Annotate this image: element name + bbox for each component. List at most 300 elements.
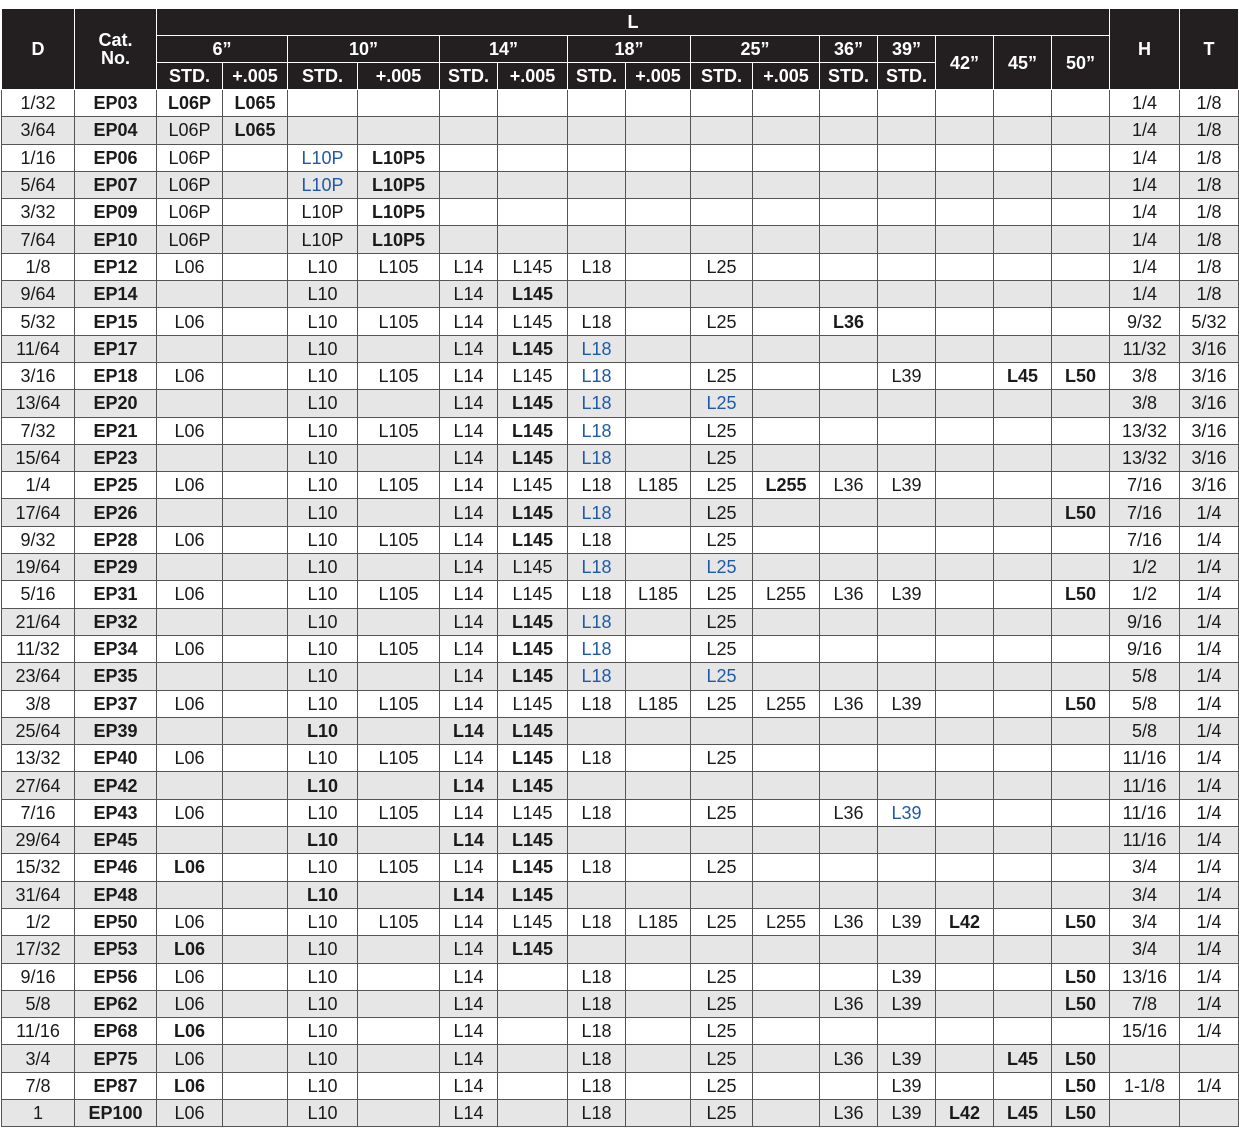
- cell-length: [626, 390, 691, 417]
- cell-length: [223, 144, 288, 171]
- cell-length: [691, 772, 753, 799]
- cell-length: L10P5: [358, 226, 440, 253]
- cell-length: [936, 799, 994, 826]
- cell-length: L105: [358, 362, 440, 389]
- cell-t: 1/4: [1180, 881, 1239, 908]
- cell-length: L255: [753, 472, 820, 499]
- cell-length: [936, 663, 994, 690]
- cell-length: [753, 526, 820, 553]
- cell-length: [223, 799, 288, 826]
- cell-length: [626, 1018, 691, 1045]
- cell-length: L14: [440, 390, 498, 417]
- cell-length: L06: [157, 417, 223, 444]
- cell-length: [223, 663, 288, 690]
- cell-length: [753, 499, 820, 526]
- cell-length: L14: [440, 854, 498, 881]
- cell-length: [223, 1072, 288, 1099]
- cell-h: 7/16: [1110, 526, 1180, 553]
- cell-length: [1052, 827, 1110, 854]
- cell-length: L39: [878, 963, 936, 990]
- cell-h: 7/16: [1110, 472, 1180, 499]
- cell-length: L185: [626, 908, 691, 935]
- cell-length: [1052, 417, 1110, 444]
- cell-h: 5/8: [1110, 717, 1180, 744]
- cell-length: L18: [568, 908, 626, 935]
- cell-length: L14: [440, 499, 498, 526]
- table-row: [2, 308, 1239, 335]
- header-t: T: [1180, 9, 1239, 90]
- cell-length: L25: [691, 635, 753, 662]
- cell-length: [820, 663, 878, 690]
- cell-length: [498, 1018, 568, 1045]
- cell-length: L36: [820, 690, 878, 717]
- cell-length: [753, 253, 820, 280]
- cell-length: [936, 199, 994, 226]
- cell-length: L145: [498, 799, 568, 826]
- cell-length: [358, 554, 440, 581]
- cell-length: L10: [288, 772, 358, 799]
- cell-length: [878, 827, 936, 854]
- header-std: STD.: [691, 63, 753, 90]
- cell-t: 1/4: [1180, 1018, 1239, 1045]
- header-h: H: [1110, 9, 1180, 90]
- cell-t: 1/4: [1180, 990, 1239, 1017]
- cell-length: [157, 881, 223, 908]
- cell-cat-no: EP40: [75, 745, 157, 772]
- cell-length: L105: [358, 799, 440, 826]
- cell-length: [358, 990, 440, 1017]
- cell-length: L185: [626, 581, 691, 608]
- cell-length: [820, 171, 878, 198]
- cell-d: 31/64: [2, 881, 75, 908]
- cell-length: L18: [568, 472, 626, 499]
- cell-length: L145: [498, 908, 568, 935]
- cell-length: [994, 854, 1052, 881]
- cell-length: L14: [440, 472, 498, 499]
- cell-length: L39: [878, 362, 936, 389]
- cell-length: [498, 117, 568, 144]
- cell-length: [753, 1045, 820, 1072]
- cell-length: L18: [568, 990, 626, 1017]
- cell-length: [878, 1018, 936, 1045]
- cell-length: L145: [498, 417, 568, 444]
- cell-length: [223, 444, 288, 471]
- cell-length: L145: [498, 526, 568, 553]
- cell-length: [1052, 117, 1110, 144]
- cell-cat-no: EP100: [75, 1099, 157, 1126]
- cell-d: 23/64: [2, 663, 75, 690]
- cell-t: 1/4: [1180, 608, 1239, 635]
- cell-length: [568, 881, 626, 908]
- cell-length: L25: [691, 663, 753, 690]
- cell-length: [936, 881, 994, 908]
- cell-length: L10: [288, 963, 358, 990]
- cell-length: [223, 226, 288, 253]
- cell-length: [820, 253, 878, 280]
- cell-length: [878, 717, 936, 744]
- cell-length: [753, 144, 820, 171]
- cell-length: L39: [878, 472, 936, 499]
- cell-cat-no: EP32: [75, 608, 157, 635]
- cell-d: 5/64: [2, 171, 75, 198]
- cell-t: 1/8: [1180, 253, 1239, 280]
- table-row: [2, 526, 1239, 553]
- cell-length: [498, 171, 568, 198]
- cell-length: L10: [288, 281, 358, 308]
- cell-length: [878, 171, 936, 198]
- cell-length: L10: [288, 908, 358, 935]
- cell-length: [223, 281, 288, 308]
- cell-length: L10: [288, 936, 358, 963]
- cell-length: L14: [440, 990, 498, 1017]
- cell-length: [878, 745, 936, 772]
- cell-length: L18: [568, 745, 626, 772]
- cell-length: [568, 772, 626, 799]
- cell-length: L25: [691, 308, 753, 335]
- cell-length: [626, 854, 691, 881]
- cell-length: L145: [498, 472, 568, 499]
- cell-length: L14: [440, 554, 498, 581]
- cell-length: L25: [691, 690, 753, 717]
- cell-length: [691, 117, 753, 144]
- cell-length: [994, 117, 1052, 144]
- cell-length: L45: [994, 1099, 1052, 1126]
- cell-length: L18: [568, 663, 626, 690]
- cell-length: [753, 444, 820, 471]
- cell-t: 1/8: [1180, 281, 1239, 308]
- cell-length: [568, 144, 626, 171]
- cell-length: L10: [288, 390, 358, 417]
- header-plus: +.005: [358, 63, 440, 90]
- cell-length: L10: [288, 799, 358, 826]
- cell-length: [498, 144, 568, 171]
- cell-length: [936, 335, 994, 362]
- cell-t: 1/4: [1180, 499, 1239, 526]
- cell-length: [936, 526, 994, 553]
- cell-length: L06: [157, 908, 223, 935]
- cell-length: L42: [936, 908, 994, 935]
- cell-length: [994, 554, 1052, 581]
- cell-d: 1/16: [2, 144, 75, 171]
- cell-length: L36: [820, 1045, 878, 1072]
- cell-length: L50: [1052, 990, 1110, 1017]
- cell-length: [1052, 526, 1110, 553]
- cell-length: [568, 117, 626, 144]
- cell-length: [753, 1018, 820, 1045]
- cell-length: L39: [878, 1072, 936, 1099]
- cell-length: L14: [440, 799, 498, 826]
- table-row: [2, 1045, 1239, 1072]
- table-row: [2, 581, 1239, 608]
- cell-length: [936, 144, 994, 171]
- cell-length: [223, 253, 288, 280]
- cell-length: [223, 1099, 288, 1126]
- cell-length: L25: [691, 908, 753, 935]
- cell-length: [820, 1018, 878, 1045]
- table-row: [2, 936, 1239, 963]
- cell-t: [1180, 1099, 1239, 1126]
- header-length-25: 25”: [691, 36, 820, 63]
- cell-length: [936, 717, 994, 744]
- cell-h: 3/4: [1110, 881, 1180, 908]
- cell-length: [358, 663, 440, 690]
- cell-length: [626, 335, 691, 362]
- table-row: [2, 963, 1239, 990]
- cell-length: [878, 90, 936, 117]
- table-row: [2, 444, 1239, 471]
- cell-length: [223, 717, 288, 744]
- cell-d: 3/8: [2, 690, 75, 717]
- cell-length: [820, 772, 878, 799]
- cell-length: [626, 963, 691, 990]
- cell-length: L14: [440, 581, 498, 608]
- cell-length: [358, 936, 440, 963]
- cell-cat-no: EP10: [75, 226, 157, 253]
- cell-length: L145: [498, 581, 568, 608]
- cell-length: L25: [691, 472, 753, 499]
- cell-length: [626, 936, 691, 963]
- cell-length: L10: [288, 1099, 358, 1126]
- cell-cat-no: EP09: [75, 199, 157, 226]
- table-row: [2, 1099, 1239, 1126]
- cell-length: [936, 554, 994, 581]
- cell-length: [936, 990, 994, 1017]
- header-plus: +.005: [626, 63, 691, 90]
- cell-length: [878, 663, 936, 690]
- cell-length: [753, 171, 820, 198]
- cell-length: L14: [440, 936, 498, 963]
- cell-length: L18: [568, 635, 626, 662]
- cell-length: [753, 390, 820, 417]
- cell-length: [358, 1099, 440, 1126]
- cell-length: [753, 772, 820, 799]
- cell-length: L10: [288, 526, 358, 553]
- cell-length: [691, 335, 753, 362]
- cell-h: 11/16: [1110, 745, 1180, 772]
- cell-length: [157, 663, 223, 690]
- cell-cat-no: EP45: [75, 827, 157, 854]
- cell-length: [1052, 90, 1110, 117]
- cell-cat-no: EP37: [75, 690, 157, 717]
- header-d: D: [2, 9, 75, 90]
- cell-length: [626, 827, 691, 854]
- cell-length: [820, 854, 878, 881]
- cell-length: [994, 335, 1052, 362]
- cell-length: [498, 963, 568, 990]
- table-row: [2, 772, 1239, 799]
- cell-length: [936, 745, 994, 772]
- length-catalog-table: [1, 8, 1239, 1127]
- cell-d: 19/64: [2, 554, 75, 581]
- cell-length: [691, 199, 753, 226]
- cell-length: [994, 281, 1052, 308]
- cell-length: [691, 827, 753, 854]
- cell-length: L10P: [288, 144, 358, 171]
- cell-cat-no: EP06: [75, 144, 157, 171]
- cell-length: [223, 362, 288, 389]
- cell-length: L14: [440, 362, 498, 389]
- cell-length: [936, 635, 994, 662]
- cell-length: [994, 772, 1052, 799]
- cell-length: [626, 281, 691, 308]
- cell-cat-no: EP50: [75, 908, 157, 935]
- cell-length: L06: [157, 745, 223, 772]
- cell-length: L06: [157, 1045, 223, 1072]
- cell-length: [820, 526, 878, 553]
- cell-length: L10: [288, 444, 358, 471]
- cell-length: L25: [691, 745, 753, 772]
- cell-t: 3/16: [1180, 335, 1239, 362]
- cell-length: [936, 308, 994, 335]
- cell-cat-no: EP18: [75, 362, 157, 389]
- cell-length: L18: [568, 1045, 626, 1072]
- table-row: [2, 717, 1239, 744]
- cell-d: 25/64: [2, 717, 75, 744]
- cell-length: [994, 635, 1052, 662]
- cell-length: L18: [568, 963, 626, 990]
- cell-length: [568, 281, 626, 308]
- cell-length: [936, 936, 994, 963]
- cell-length: [626, 1045, 691, 1072]
- cell-length: L105: [358, 635, 440, 662]
- cell-length: [994, 608, 1052, 635]
- cell-h: [1110, 1045, 1180, 1072]
- cell-d: 13/32: [2, 745, 75, 772]
- cell-length: L145: [498, 281, 568, 308]
- cell-length: [936, 690, 994, 717]
- cell-length: L10: [288, 581, 358, 608]
- cell-d: 7/16: [2, 799, 75, 826]
- cell-length: [498, 990, 568, 1017]
- cell-length: L25: [691, 253, 753, 280]
- cell-length: [223, 827, 288, 854]
- cell-length: L105: [358, 745, 440, 772]
- table-row: [2, 663, 1239, 690]
- cell-length: L14: [440, 827, 498, 854]
- cell-length: L145: [498, 362, 568, 389]
- table-row: [2, 199, 1239, 226]
- cell-length: L25: [691, 1072, 753, 1099]
- cell-length: L18: [568, 444, 626, 471]
- cell-length: L36: [820, 799, 878, 826]
- cell-length: [820, 827, 878, 854]
- cell-length: L50: [1052, 362, 1110, 389]
- cell-length: [157, 281, 223, 308]
- cell-length: [157, 827, 223, 854]
- cell-length: [936, 281, 994, 308]
- cell-cat-no: EP48: [75, 881, 157, 908]
- cell-length: [994, 963, 1052, 990]
- cell-h: [1110, 1099, 1180, 1126]
- cell-t: 3/16: [1180, 417, 1239, 444]
- table-row: [2, 827, 1239, 854]
- cell-length: [878, 226, 936, 253]
- cell-length: [626, 635, 691, 662]
- cell-d: 9/64: [2, 281, 75, 308]
- cell-length: [994, 936, 1052, 963]
- cell-length: [936, 608, 994, 635]
- cell-length: [288, 90, 358, 117]
- cell-h: 11/16: [1110, 772, 1180, 799]
- cell-t: 1/4: [1180, 963, 1239, 990]
- cell-length: L10: [288, 253, 358, 280]
- cell-h: 1/2: [1110, 581, 1180, 608]
- cell-h: 13/16: [1110, 963, 1180, 990]
- cell-length: [820, 335, 878, 362]
- cell-length: L06: [157, 1072, 223, 1099]
- cell-length: [878, 281, 936, 308]
- table-row: [2, 226, 1239, 253]
- cell-length: L25: [691, 963, 753, 990]
- cell-length: L14: [440, 526, 498, 553]
- cell-length: [691, 171, 753, 198]
- cell-cat-no: EP21: [75, 417, 157, 444]
- table-row: [2, 854, 1239, 881]
- cell-length: [568, 936, 626, 963]
- cell-length: [936, 390, 994, 417]
- cell-length: [440, 117, 498, 144]
- cell-length: [994, 472, 1052, 499]
- cell-length: [753, 608, 820, 635]
- cell-length: [498, 1045, 568, 1072]
- cell-length: L36: [820, 472, 878, 499]
- cell-length: [223, 963, 288, 990]
- header-length-45: 45”: [994, 36, 1052, 90]
- cell-h: 13/32: [1110, 444, 1180, 471]
- cell-length: L105: [358, 581, 440, 608]
- cell-length: [994, 390, 1052, 417]
- cell-length: [878, 444, 936, 471]
- cell-length: L45: [994, 1045, 1052, 1072]
- cell-length: [440, 171, 498, 198]
- cell-cat-no: EP04: [75, 117, 157, 144]
- cell-length: L10P5: [358, 171, 440, 198]
- cell-length: [1052, 390, 1110, 417]
- cell-d: 27/64: [2, 772, 75, 799]
- header-std: STD.: [157, 63, 223, 90]
- cell-cat-no: EP75: [75, 1045, 157, 1072]
- cell-length: [691, 881, 753, 908]
- cell-length: [936, 253, 994, 280]
- cell-h: 1/2: [1110, 554, 1180, 581]
- cell-length: [878, 526, 936, 553]
- cell-length: L06: [157, 799, 223, 826]
- cell-length: L25: [691, 799, 753, 826]
- cell-length: [994, 690, 1052, 717]
- cell-length: L18: [568, 581, 626, 608]
- cell-d: 1: [2, 1099, 75, 1126]
- cell-length: [753, 936, 820, 963]
- cell-length: [994, 308, 1052, 335]
- cell-length: [1052, 144, 1110, 171]
- table-row: [2, 144, 1239, 171]
- cell-length: [994, 881, 1052, 908]
- table-row: [2, 554, 1239, 581]
- cell-length: [358, 827, 440, 854]
- cell-length: L145: [498, 444, 568, 471]
- cell-length: [1052, 936, 1110, 963]
- cell-length: [820, 117, 878, 144]
- cell-length: L10: [288, 417, 358, 444]
- cell-length: [753, 117, 820, 144]
- cell-d: 1/2: [2, 908, 75, 935]
- cell-d: 3/4: [2, 1045, 75, 1072]
- table-row: [2, 499, 1239, 526]
- cell-length: [223, 908, 288, 935]
- cell-length: [820, 144, 878, 171]
- cell-length: L10: [288, 663, 358, 690]
- cell-length: [223, 990, 288, 1017]
